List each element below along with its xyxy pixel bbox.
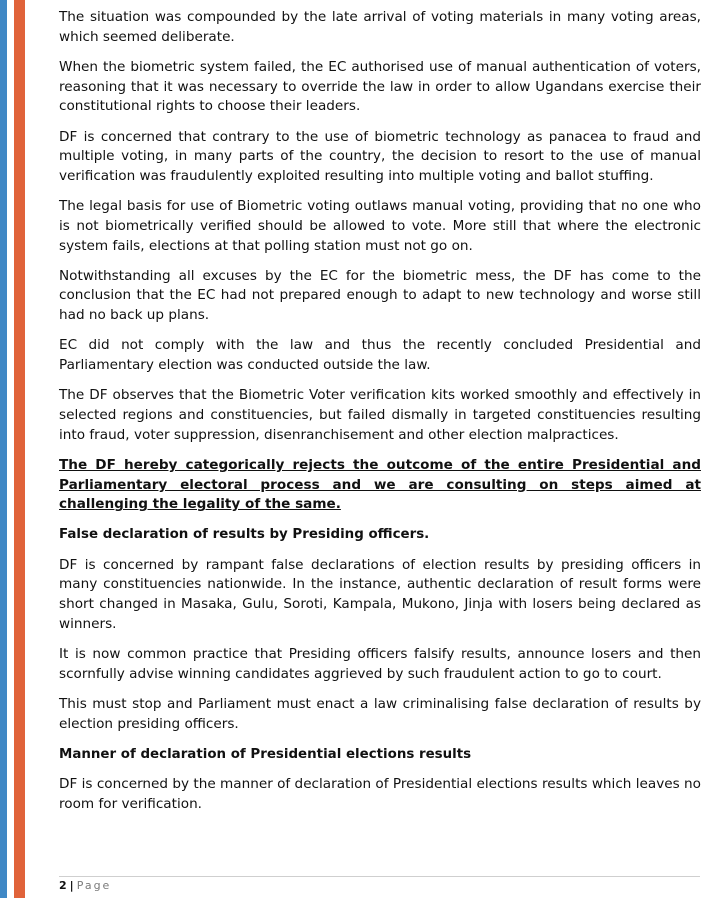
heading-false-declaration: False declaration of results by Presiding officers. — [59, 527, 430, 543]
footer-divider — [59, 876, 700, 877]
paragraph-late-arrival: The situation was compounded by the late arrival of voting materials in many voting areas, which seemed deliberate. — [59, 9, 701, 45]
page-label: Page — [76, 879, 112, 892]
paragraph-notwithstanding: Notwithstanding all excuses by the EC for the biometric mess, the DF has come to the conclusion that the EC had not prepared enough to adapt to new technology and worse still had no back up plans. — [59, 267, 701, 324]
paragraph-common-practice: It is now common practice that Presiding officers falsify results, announce losers and then scornfully advise winning candidates aggrieved by such fraudulent action to go to court. — [59, 645, 701, 682]
paragraph-ec-noncompliance: EC did not comply with the law and thus the recently concluded Presidential and Parliamentary election was conducted outside the law. — [59, 337, 701, 374]
paragraph-manual-authentication: When the biometric system failed, the EC authorised use of manual authentication of voters, reasoning that it was necessary to override the law in order to allow Ugandans exercise their constitutional rights to choose their leaders. — [59, 58, 701, 115]
paragraph-manner-concern: DF is concerned by the manner of declaration of Presidential elections results which leaves no room for verification. — [59, 776, 701, 812]
orange-accent-bar — [14, 0, 25, 898]
document-body — [59, 8, 701, 825]
paragraph-parliament-must-enact: This must stop and Parliament must enact a law criminalising false declaration of results by election presiding officers. — [59, 695, 701, 732]
paragraph-legal-basis: The legal basis for use of Biometric voting outlaws manual voting, providing that no one who is not biometrically verified should be allowed to vote. More still that where the electronic system fails, elections at that polling station must not go on. — [59, 198, 701, 254]
paragraph-verification-kits: The DF observes that the Biometric Voter verification kits worked smoothly and effectively in selected regions and constituencies, but failed dismally in targeted constituencies resulting into fraud, voter suppression, disenranchisement and other election malpractices. — [59, 387, 701, 443]
page-separator: | — [69, 879, 74, 892]
paragraph-biometric-concern: DF is concerned that contrary to the use of biometric technology as panacea to fraud and multiple voting, in many parts of the country, the decision to resort to the use of manual verification was fraudulently exploited resulting into multiple voting and ballot stuffing. — [59, 128, 701, 184]
page-footer — [59, 879, 111, 893]
paragraph-rampant-false-declarations: DF is concerned by rampant false declarations of election results by presiding officers in many constituencies nationwide. In the instance, authentic declaration of result forms were short changed in Masaka, Gulu, Soroti, Kampala, Mukono, Jinja with losers being declared as winners. — [59, 556, 701, 632]
left-accent-bar — [0, 0, 7, 898]
heading-manner-of-declaration: Manner of declaration of Presidential elections results — [59, 746, 472, 762]
paragraph-rejection-statement: The DF hereby categorically rejects the outcome of the entire Presidential and Parliamentary electoral process and we are consulting on steps aimed at challenging the legality of the same. — [59, 456, 701, 513]
page-number: 2 — [59, 879, 67, 892]
